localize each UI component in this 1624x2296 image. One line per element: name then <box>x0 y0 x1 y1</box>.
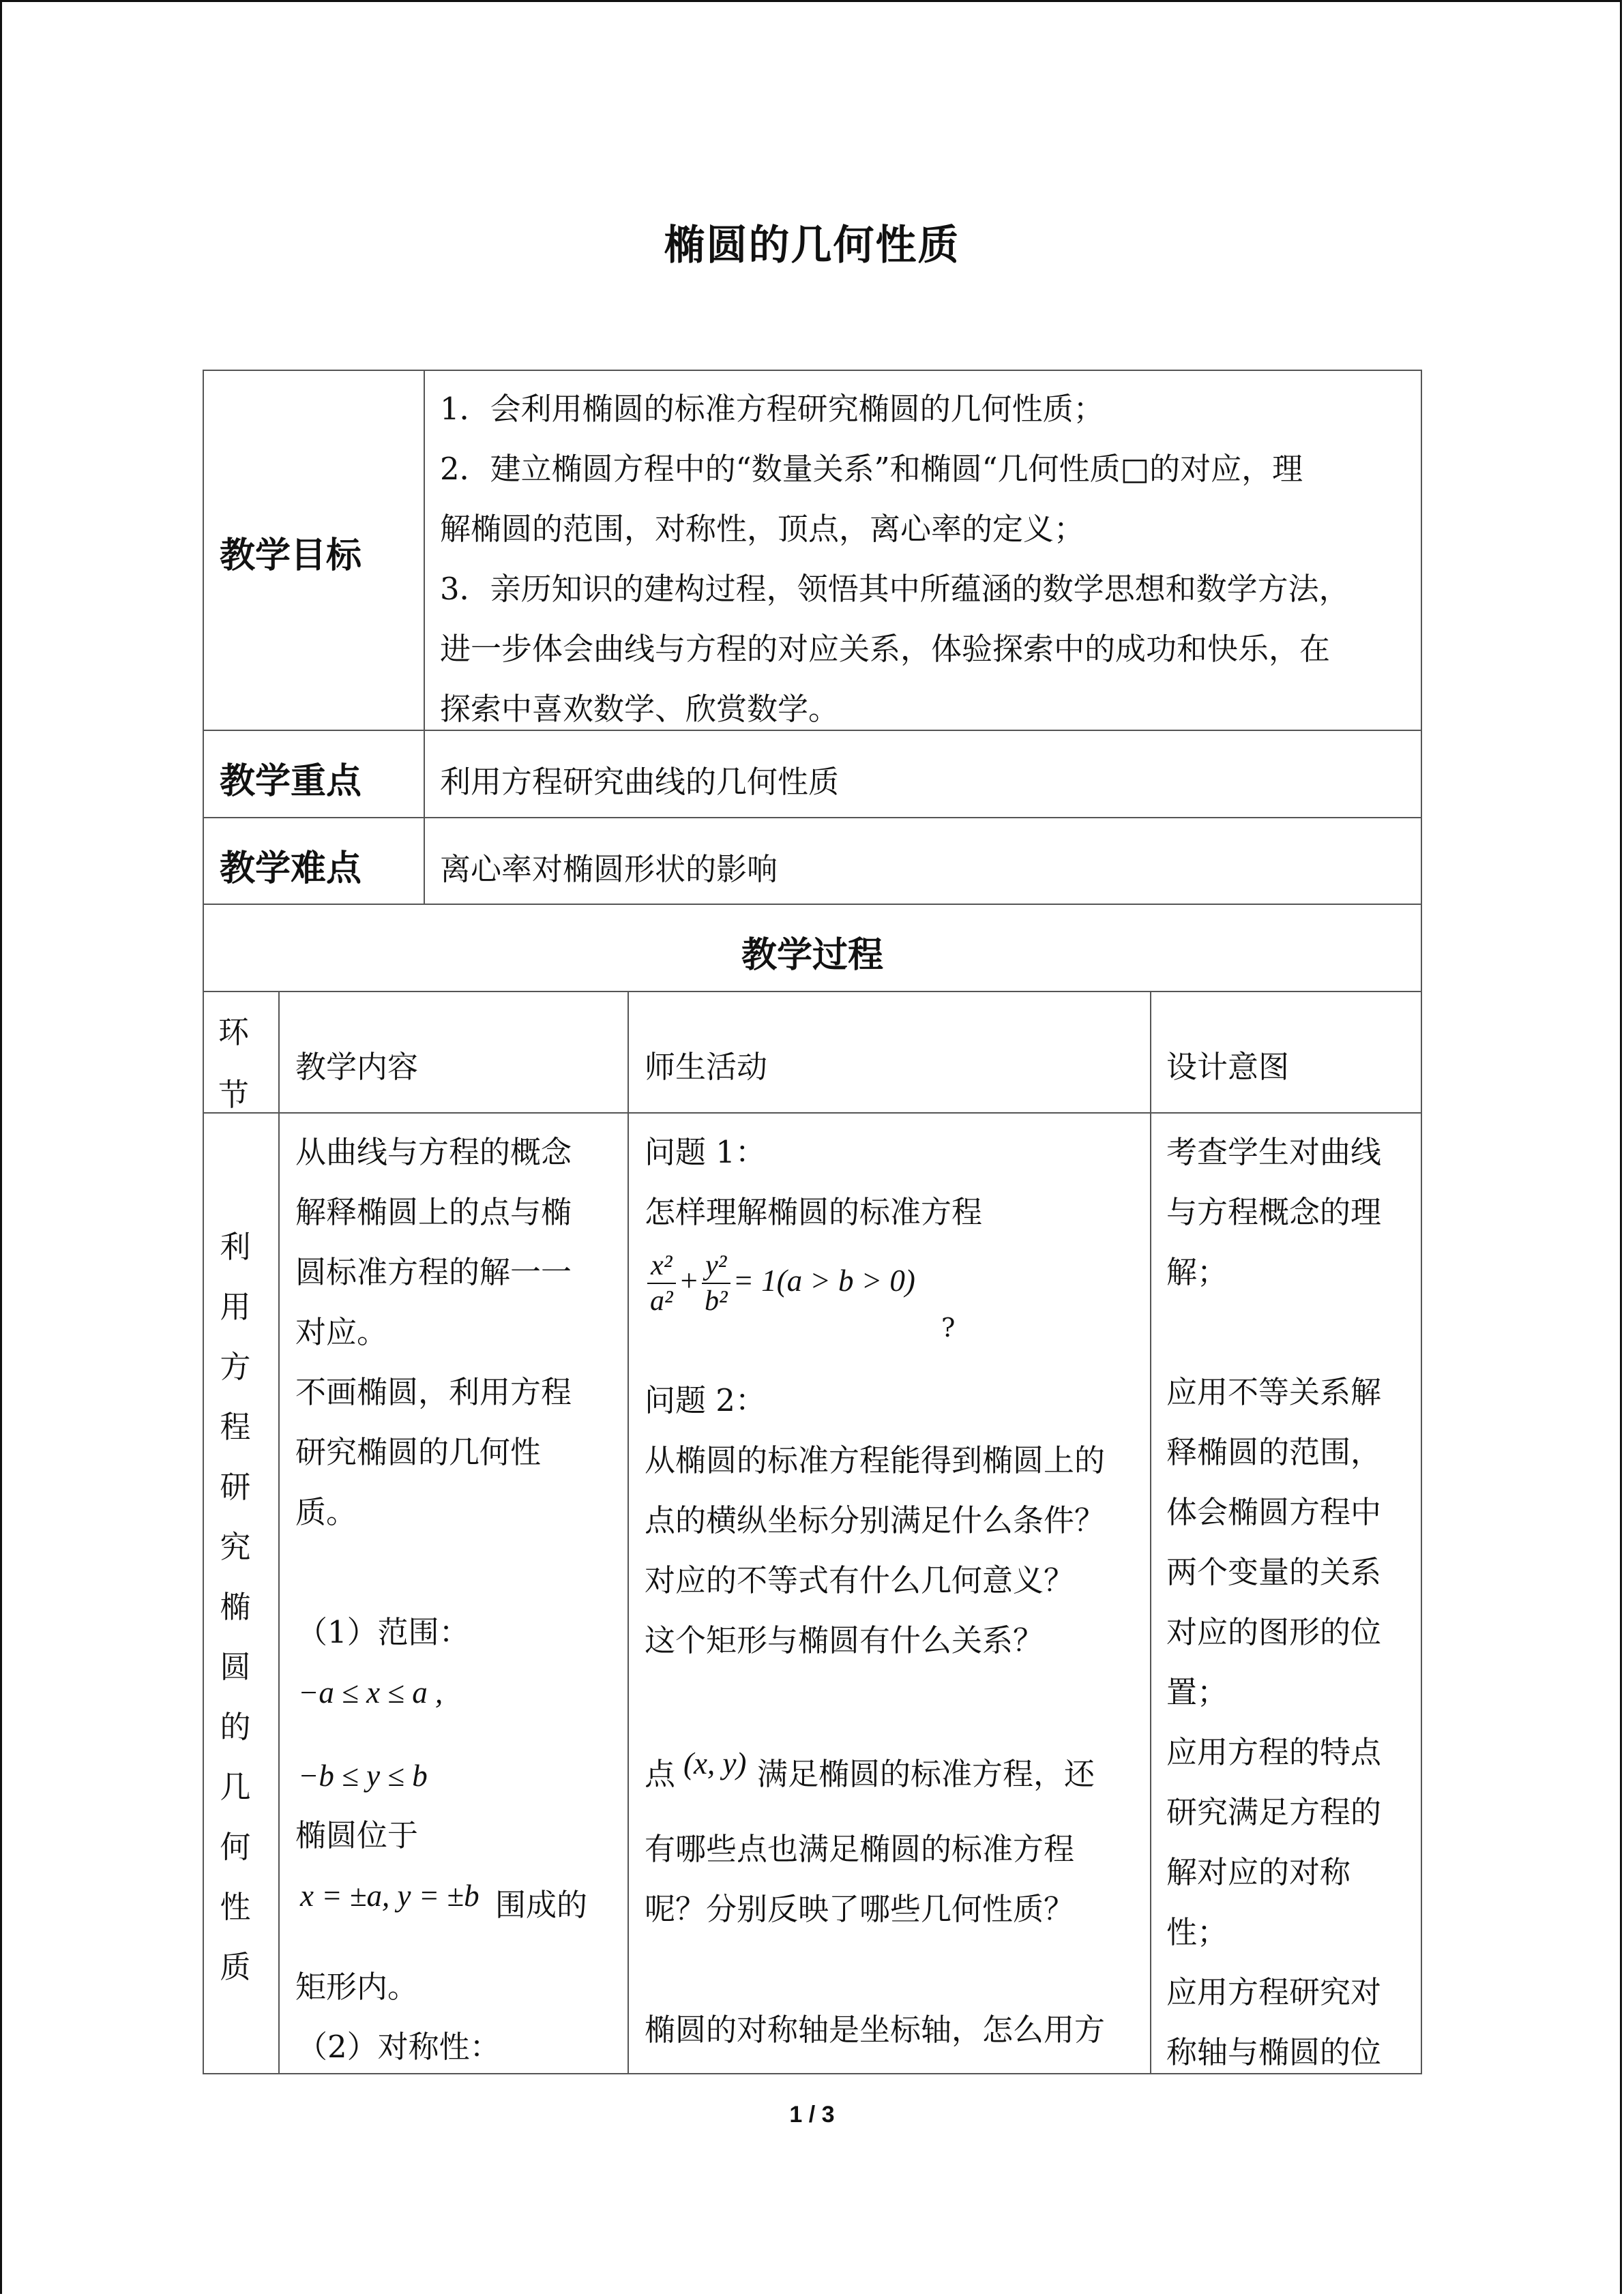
stage-char: 几 <box>220 1769 251 1805</box>
activity-line: 点 <box>645 1756 676 1792</box>
page-title: 椭圆的几何性质 <box>664 222 960 269</box>
content-line: 解释椭圆上的点与椭 <box>295 1194 572 1230</box>
intent-line: 应用不等关系解 <box>1166 1374 1382 1410</box>
stage-char: 利 <box>220 1229 251 1265</box>
key-point-label: 教学重点 <box>220 760 362 802</box>
stage-char: 的 <box>220 1709 251 1745</box>
intent-line: 与方程概念的理 <box>1166 1194 1382 1230</box>
objective-line: 解椭圆的范围，对称性，顶点，离心率的定义； <box>440 511 1085 547</box>
range-y-formula: −b ≤ y ≤ b <box>298 1759 428 1793</box>
objectives-label: 教学目标 <box>220 535 362 576</box>
stage-vertical-text <box>201 1217 269 1997</box>
stage-char: 用 <box>220 1289 251 1325</box>
intent-line: 释椭圆的范围， <box>1166 1434 1382 1470</box>
stage-char: 研 <box>220 1469 251 1505</box>
rule <box>203 817 1422 818</box>
activity-line: 怎样理解椭圆的标准方程 <box>645 1194 983 1230</box>
page-number: 1 / 3 <box>789 2102 835 2128</box>
content-line: 研究椭圆的几何性 <box>295 1434 542 1470</box>
rule <box>1150 991 1151 2074</box>
rule <box>203 1112 1422 1114</box>
activity-line: 这个矩形与椭圆有什么关系？ <box>645 1622 1044 1658</box>
objective-line: 探索中喜欢数学、欣赏数学。 <box>440 691 840 727</box>
objective-line: 进一步体会曲线与方程的对应关系，体验探索中的成功和快乐，在 <box>440 631 1331 667</box>
content-line: 质。 <box>295 1494 357 1530</box>
rule <box>203 904 1422 905</box>
header-intent: 设计意图 <box>1166 1049 1290 1085</box>
rule <box>424 370 425 904</box>
header-stage-2: 节 <box>218 1077 250 1113</box>
rule <box>278 991 280 2074</box>
rule <box>203 370 1422 371</box>
rule <box>628 991 629 2074</box>
content-line: 对应。 <box>295 1314 388 1350</box>
stage-char: 程 <box>220 1409 251 1445</box>
difficulty-label: 教学难点 <box>220 848 362 889</box>
rule <box>1421 370 1422 2074</box>
intent-line: 称轴与椭圆的位 <box>1166 2034 1382 2070</box>
activity-line: 问题 1： <box>645 1134 766 1170</box>
content-line: 椭圆位于 <box>295 1817 419 1853</box>
stage-char: 质 <box>220 1949 251 1985</box>
content-line: 圆标准方程的解一一 <box>295 1254 572 1290</box>
intent-column <box>1166 1362 1381 2083</box>
ellipse-equation: $\frac{\text{x²}}{\text{a²}}$ + $\frac{\text{y²}}{\text{b²}}$ = 1(a > b > 0) <box>645 1242 915 1324</box>
stage-char: 何 <box>220 1829 251 1865</box>
key-point-text: 利用方程研究曲线的几何性质 <box>440 764 840 800</box>
fraction: $\frac{\text{y²}}{\text{b²}}$ <box>702 1249 730 1318</box>
point-formula: (x, y) <box>683 1746 747 1780</box>
activity-line: 对应的不等式有什么几何意义？ <box>645 1562 1075 1598</box>
process-title: 教学过程 <box>741 934 883 976</box>
intent-line: 对应的图形的位 <box>1166 1614 1382 1650</box>
intent-line: 考查学生对曲线 <box>1166 1134 1382 1170</box>
activity-line: 点的横纵坐标分别满足什么条件？ <box>645 1502 1106 1538</box>
content-line: （2）对称性： <box>297 2029 501 2065</box>
question-mark: ? <box>941 1313 956 1343</box>
difficulty-text: 离心率对椭圆形状的影响 <box>440 851 778 887</box>
bound-formula: x = ±a, y = ±b <box>300 1879 479 1913</box>
objective-line: 2．建立椭圆方程中的“数量关系”和椭圆“几何性质□的对应，理 <box>440 451 1303 487</box>
stage-char: 圆 <box>220 1649 251 1685</box>
range-x-formula: −a ≤ x ≤ a , <box>298 1675 443 1710</box>
rule <box>203 991 1422 992</box>
intent-line: 两个变量的关系 <box>1166 1554 1382 1590</box>
content-line: 矩形内。 <box>295 1969 419 2005</box>
activity-line: 问题 2： <box>645 1382 766 1418</box>
objective-line: 3．亲历知识的建构过程，领悟其中所蕴涵的数学思想和数学方法， <box>440 571 1350 607</box>
intent-column <box>1166 1122 1381 1302</box>
intent-line: 应用方程的特点 <box>1166 1734 1382 1770</box>
header-stage-1: 环 <box>218 1014 250 1050</box>
intent-line: 置； <box>1166 1674 1228 1710</box>
intent-line: 性； <box>1166 1914 1228 1950</box>
header-activity: 师生活动 <box>645 1049 768 1085</box>
objectives-text <box>440 379 1350 739</box>
header-content: 教学内容 <box>295 1049 419 1085</box>
stage-char: 究 <box>220 1529 251 1565</box>
content-line: （1）范围： <box>297 1614 470 1650</box>
intent-line: 应用方程研究对 <box>1166 1974 1382 2010</box>
stage-char: 性 <box>220 1889 251 1925</box>
intent-line: 解对应的对称 <box>1166 1854 1351 1890</box>
intent-line: 研究满足方程的 <box>1166 1794 1382 1830</box>
intent-line: 体会椭圆方程中 <box>1166 1494 1382 1530</box>
content-line: 不画椭圆，利用方程 <box>295 1374 572 1410</box>
intent-line: 解； <box>1166 1254 1228 1290</box>
activity-line: 椭圆的对称轴是坐标轴，怎么用方 <box>645 2012 1106 2048</box>
activity-line: 呢？分别反映了哪些几何性质？ <box>645 1891 1075 1927</box>
fraction: $\frac{\text{x²}}{\text{a²}}$ <box>647 1249 676 1318</box>
stage-char: 方 <box>220 1349 251 1385</box>
objective-line: 1．会利用椭圆的标准方程研究椭圆的几何性质； <box>440 391 1104 427</box>
content-line: 围成的 <box>495 1887 588 1923</box>
activity-line: 有哪些点也满足椭圆的标准方程 <box>645 1831 1075 1867</box>
activity-line: 满足椭圆的标准方程，还 <box>757 1756 1095 1792</box>
stage-char: 椭 <box>220 1589 251 1625</box>
content-line: 从曲线与方程的概念 <box>295 1134 572 1170</box>
activity-line: 从椭圆的标准方程能得到椭圆上的 <box>645 1442 1106 1478</box>
